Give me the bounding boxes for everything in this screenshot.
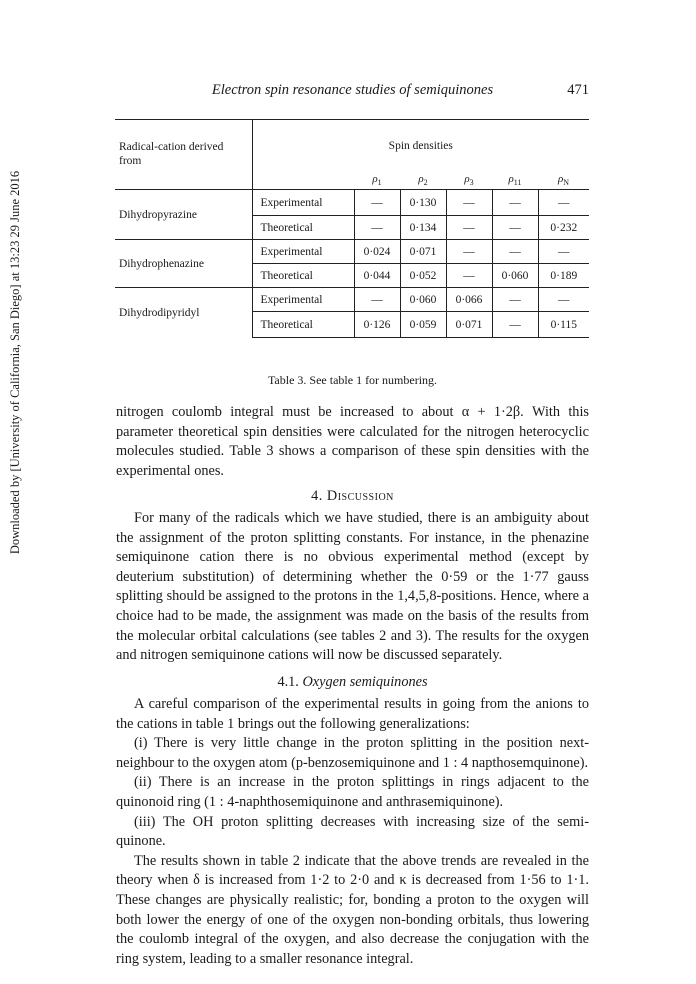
- cell-value: 0·044: [354, 264, 400, 288]
- table-row: [115, 288, 589, 312]
- running-header: [116, 82, 589, 102]
- paragraph-text: For many of the radicals which we have studied, there is an ambiguity about the assignment of the proton splitting constants. For instance, in the phenazine semiquinone cation there is no obvious experimental method (except by deuterium substitution) of determining whether the 0·59 or the 1·77 gauss splitting should be assigned to the protons in the 1,4,5,8-positions. Hence, where a choice had to be made, the assignment was made on the basis of the results from the molecular orbital calculations (see tables 2 and 3). The results for the oxygen and nitrogen semiquinone cations will now be discussed separately.: [116, 510, 589, 664]
- row-kind: Theoretical: [252, 312, 354, 338]
- list-item: (ii) There is an increase in the proton splittings in rings adjacent to the quinonoid ring (1 : 4-naphthosemiquinone and anthrasemiquinone).: [116, 774, 589, 810]
- symbol-rho-1: $\rho_1$: [372, 173, 382, 188]
- cell-value: 0·232: [538, 216, 589, 240]
- cell-value: 0·189: [538, 264, 589, 288]
- cell-value: —: [354, 216, 400, 240]
- cell-value: 0·130: [400, 190, 446, 216]
- symbol-rho-3: $\rho_3$: [464, 173, 474, 188]
- spin-density-table: [115, 119, 589, 338]
- cell-value: —: [538, 240, 589, 264]
- spin-densities-header: Spin densities: [252, 120, 589, 172]
- subsection-title: Oxygen semiquinones: [302, 674, 428, 690]
- table-row: [115, 240, 589, 264]
- paragraph-text: A careful comparison of the experimental results in going from the anions to the cations in table 1 brings out the following generalizations:: [116, 696, 589, 732]
- list-item: (iii) The OH proton splitting decreases with increasing size of the semi-quinone.: [116, 813, 589, 850]
- download-watermark-text: Downloaded by [University of California, San Diego] at 13:23 29 June 2016: [8, 170, 22, 555]
- cell-value: —: [492, 288, 538, 312]
- cell-value: —: [538, 288, 589, 312]
- cell-value: 0·024: [354, 240, 400, 264]
- section-heading: 4. Discussion: [311, 488, 394, 504]
- table-caption: Table 3. See table 1 for numbering.: [267, 373, 438, 387]
- cell-value: —: [492, 240, 538, 264]
- symbol-rho-11: $\rho_{11}$: [508, 173, 522, 188]
- row-kind: Experimental: [252, 190, 354, 216]
- radical-column-header: Radical-cation derived from: [119, 141, 224, 167]
- symbol-rho-2: $\rho_2$: [418, 173, 428, 188]
- cell-value: 0·071: [400, 240, 446, 264]
- cell-value: 0·115: [538, 312, 589, 338]
- cell-value: 0·066: [446, 288, 492, 312]
- running-title: Electron spin resonance studies of semiquinones: [211, 82, 494, 98]
- paragraph-intro: [116, 403, 589, 481]
- subsection-number: 4.1.: [277, 674, 299, 690]
- cell-value: —: [538, 190, 589, 216]
- cell-value: 0·060: [492, 264, 538, 288]
- cell-value: —: [492, 312, 538, 338]
- cell-value: 0·059: [400, 312, 446, 338]
- subsection-heading: [116, 674, 589, 691]
- paragraph-discussion: [116, 509, 589, 666]
- cell-value: —: [492, 190, 538, 216]
- cell-value: —: [446, 264, 492, 288]
- radical-name: Dihydrophenazine: [115, 240, 252, 288]
- cell-value: 0·071: [446, 312, 492, 338]
- radical-name: Dihydrodipyridyl: [115, 288, 252, 338]
- cell-value: —: [354, 288, 400, 312]
- list-item: (i) There is very little change in the proton splitting in the position next-neighbour to the oxygen atom (p-benzosemiquinone and 1 : 4 napthosemquinone).: [116, 735, 589, 771]
- cell-value: —: [446, 190, 492, 216]
- cell-value: —: [446, 216, 492, 240]
- cell-value: —: [492, 216, 538, 240]
- cell-value: 0·052: [400, 264, 446, 288]
- row-kind: Theoretical: [252, 216, 354, 240]
- cell-value: 0·060: [400, 288, 446, 312]
- paragraph-text: nitrogen coulomb integral must be increased to about α + 1·2β. With this parameter theoretical spin densities were calculated for the nitrogen heterocyclic molecules studied. Table 3 shows a comparison of these spin densities with the experimental ones.: [116, 404, 589, 479]
- row-kind: Experimental: [252, 288, 354, 312]
- symbol-rho-n: $\rho_N$: [558, 173, 570, 188]
- radical-name: Dihydropyrazine: [119, 208, 197, 221]
- row-kind: Theoretical: [252, 264, 354, 288]
- cell-value: —: [446, 240, 492, 264]
- paragraph-text: The results shown in table 2 indicate that the above trends are revealed in the theory when δ is increased from 1·2 to 2·0 and κ is decreased from 1·56 to 1·1. These changes are physically realistic; for, bonding a proton to the oxygen will both lower the energy of one of the oxygen non-bonding orbitals, thus lowering the coulomb integral of the oxygen, and also decrease the conjugation with the ring system, leading to a smaller resonance integral.: [116, 852, 589, 967]
- cell-value: —: [354, 190, 400, 216]
- row-kind: Experimental: [252, 240, 354, 264]
- download-watermark: [2, 90, 24, 635]
- page-number: 471: [567, 82, 589, 98]
- table-row: [115, 190, 589, 216]
- cell-value: 0·126: [354, 312, 400, 338]
- paragraph-oxygen: [116, 695, 589, 969]
- cell-value: 0·134: [400, 216, 446, 240]
